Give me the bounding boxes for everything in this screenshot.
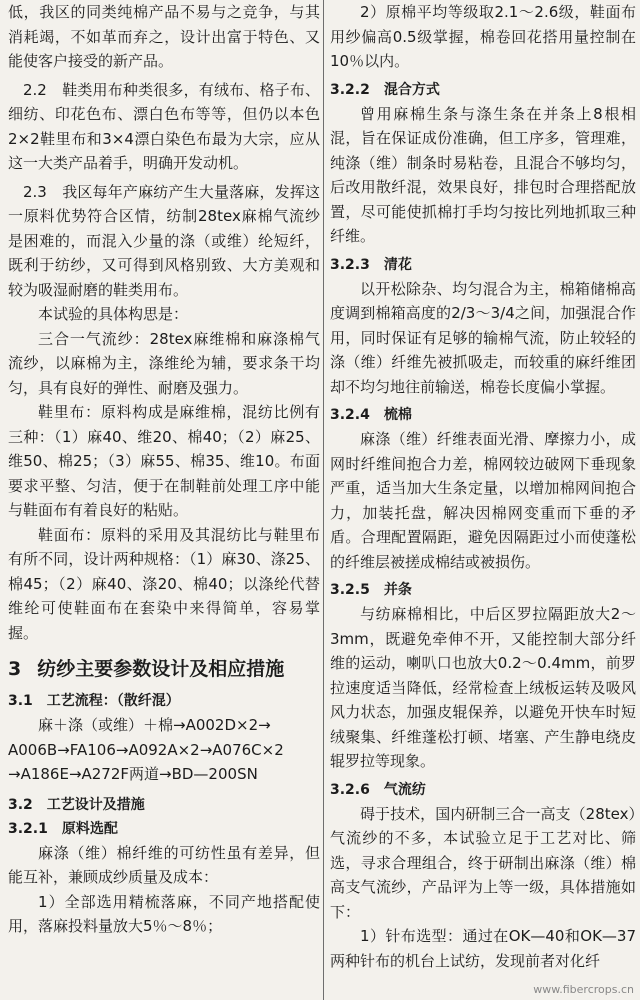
subsection-heading: 3.2.2 混合方式: [330, 81, 440, 98]
subsection-heading: 3.2.6 气流纺: [330, 781, 426, 798]
paragraph: 与纺麻棉相比，中后区罗拉隔距放大2～3mm，既避免牵伸不开，又能控制大部分纤维的运动，喇叭口也放大0.2～0.4mm，前罗拉速度适当降低，经常检查上绒板运转及吸风风力状态，加强皮辊保养，以避免开快车时短绒聚集、纤维蓬松打顿、堵塞、产生静电绕皮辊罗拉等现象。: [330, 605, 636, 770]
process-flow-line: →A186E→A272F两道→BD—200SN: [8, 765, 258, 783]
subsection-heading: 3.1 工艺流程：（散纤混）: [8, 693, 180, 709]
paragraph: 曾用麻棉生条与涤生条在并条上8根相混，旨在保证成份准确，但工序多，管理难，纯涤（维）制条时易粘卷，且混合不够均匀，后改用散纤混，效果良好，排包时合理搭配放置，尽可能使抓棉打手均匀按比列地抓取三种纤维。: [330, 104, 636, 245]
paragraph: 麻涤（维）纤维表面光滑、摩擦力小，成网时纤维间抱合力差，棉网较边破网下垂现象严重，适当加大生条定量，以增加棉网间抱合力，加装托盘，解决因棉网变重而下垂的矛盾。合理配置隔距，避免因隔距过小而使蓬松的纤维层被搓成棉结或被损伤。: [330, 430, 636, 571]
right-column: [330, 0, 636, 973]
left-column: [8, 0, 320, 939]
paragraph: 1）全部选用精梳落麻，不同产地搭配使用，落麻投料量放大5％～8％；: [8, 892, 320, 935]
subsection-heading: 3.2.4 梳棉: [330, 407, 412, 423]
paragraph: 低，我区的同类纯棉产品不易与之竞争，与其消耗竭，不如革而弃之，设计出富于特色、又能使客户接受的新产品。: [8, 3, 320, 70]
paragraph: 碍于技术，国内研制三合一高支（28tex）气流纱的不多，本试验立足于工艺对比、筛选，寻求合理组合，终于研制出麻涤（维）棉高支气流纱，产品评为上等一级，具体措施如下：: [330, 804, 636, 921]
paragraph: 本试验的具体构思是：: [38, 305, 189, 323]
paragraph: 1）针布选型：通过在OK—40和OK—37两种针布的机台上试纺，发现前者对化纤: [330, 927, 636, 970]
subsection-heading: 3.2.1 原料选配: [8, 820, 118, 837]
section-number: 3: [8, 658, 22, 680]
column-divider: [323, 0, 324, 1000]
section-2-3: 2.3 我区每年产麻纺产生大量落麻，发挥这一原料优势符合区情，纺制28tex麻棉气流纱是困难的，而混入少量的涤（或维）纶短纤，既利于纺纱，又可得到风格别致、大方美观和较为吸湿耐磨的鞋类用布。: [8, 182, 320, 299]
paragraph: 2）原棉平均等级取2.1～2.6级，鞋面布用纱偏高0.5级掌握，棉卷回花搭用量控制在10％以内。: [330, 3, 636, 70]
paragraph: 麻涤（维）棉纤维的可纺性虽有差异，但能互补，兼顾成纱质量及成本：: [8, 843, 320, 886]
subsection-heading: 3.2.5 并条: [330, 582, 412, 598]
paragraph: 以开松除杂、均匀混合为主，棉箱储棉高度调到棉箱高度的2/3～3/4之间，加强混合作用，同时保证有足够的输棉气流，防止较轻的涤（维）纤维先被抓吸走，而较重的麻纤维团却不均匀地往前输送，棉卷长度偏小掌握。: [330, 279, 636, 396]
section-2-2: 2.2 鞋类用布种类很多，有绒布、格子布、细纺、印花色布、漂白色布等等，但仍以本色2×2鞋里布和3×4漂白染色布最为大宗，应从这一大类产品着手，明确开发动机。: [8, 80, 320, 172]
watermark: www.fibercrops.cn: [533, 983, 634, 996]
paragraph: 鞋面布：原料的采用及其混纺比与鞋里布有所不同，设计两种规格：（1）麻30、涤25、棉45；（2）麻40、涤20、棉40；以涤纶代替维纶可使鞋面布在套染中来得简单，容易掌握。: [8, 525, 320, 642]
paragraph: 三合一气流纱：28tex麻维棉和麻涤棉气流纱，以麻棉为主，涤维纶为辅，要求条干均匀，具有良好的弹性、耐磨及强力。: [8, 329, 320, 397]
process-flow-line: A006B→FA106→A092A×2→A076C×2: [8, 740, 284, 759]
subsection-heading: 3.2 工艺设计及措施: [8, 796, 145, 813]
paragraph: 鞋里布：原料构成是麻维棉，混纺比例有三种：（1）麻40、维20、棉40；（2）麻25、维50、棉25；（3）麻55、棉35、维10。布面要求平整、匀洁，便于在制鞋前处理工序中能与鞋面布有着良好的粘贴。: [8, 403, 320, 519]
section-title: 纺纱主要参数设计及相应措施: [37, 658, 285, 680]
process-flow-line: 麻＋涤（或维）＋棉→A002D×2→: [38, 716, 271, 734]
subsection-heading: 3.2.3 清花: [330, 256, 412, 273]
section-heading-3: [8, 655, 320, 683]
